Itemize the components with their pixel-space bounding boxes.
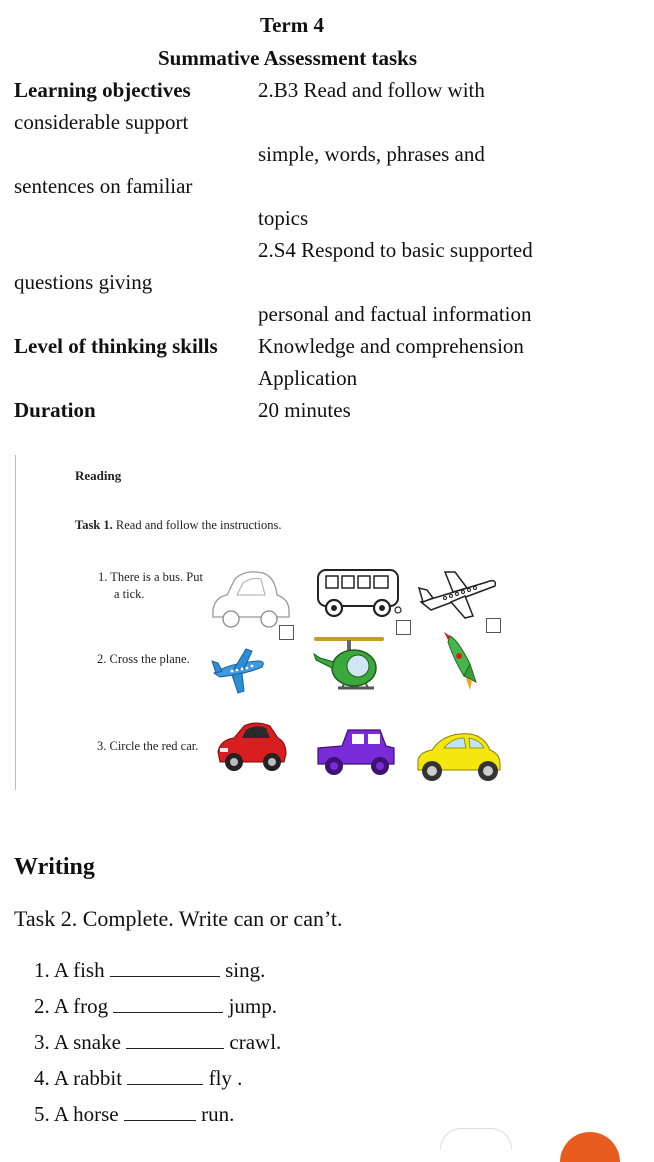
- thinking-value: Application: [258, 366, 358, 390]
- answer-blank[interactable]: [127, 1066, 203, 1085]
- sentence-verb: run.: [201, 1102, 235, 1126]
- sentence-verb: fly .: [208, 1066, 243, 1090]
- sentence-subject: A fish: [53, 958, 105, 982]
- sentence-verb: sing.: [225, 958, 266, 982]
- term-title: Term 4: [260, 13, 324, 37]
- floating-action-button[interactable]: [560, 1132, 620, 1162]
- sentence-5: [34, 1102, 234, 1127]
- objective-line: simple, words, phrases and: [258, 142, 485, 166]
- sentence-1: [34, 958, 265, 983]
- purple-car-icon: [314, 722, 398, 780]
- sentence-verb: crawl.: [229, 1030, 282, 1054]
- writing-heading: Writing: [14, 854, 95, 880]
- objective-line: sentences on familiar: [14, 174, 193, 198]
- objectives-label: Learning objectives: [14, 78, 191, 102]
- sentence-number: 1.: [34, 958, 50, 982]
- tick-box[interactable]: [396, 620, 411, 635]
- reading-item-2: [97, 652, 190, 667]
- answer-blank[interactable]: [126, 1030, 224, 1049]
- answer-blank[interactable]: [113, 994, 223, 1013]
- sentence-number: 4.: [34, 1066, 50, 1090]
- red-car-icon: [212, 712, 290, 776]
- blue-plane-icon: [210, 643, 266, 695]
- objective-line: 2.B3 Read and follow with: [258, 78, 485, 102]
- item-text: Circle the red car.: [109, 739, 199, 753]
- sentence-subject: A rabbit: [53, 1066, 123, 1090]
- reading-task: [75, 518, 282, 533]
- item-text: There is a bus. Put: [110, 570, 203, 584]
- answer-blank[interactable]: [124, 1102, 196, 1121]
- sentence-number: 5.: [34, 1102, 50, 1126]
- item-number: 3.: [97, 739, 107, 753]
- sentence-subject: A snake: [53, 1030, 121, 1054]
- objective-line: questions giving: [14, 270, 153, 294]
- reading-task-text: Read and follow the instructions.: [115, 518, 282, 532]
- sentence-subject: A frog: [53, 994, 109, 1018]
- plane-outline-icon: [415, 566, 499, 622]
- objective-line: considerable support: [14, 110, 189, 134]
- reading-item-3: [97, 739, 198, 754]
- tick-box[interactable]: [486, 618, 501, 633]
- reading-heading: Reading: [75, 468, 122, 483]
- yellow-car-icon: [414, 726, 504, 786]
- duration-label: Duration: [14, 398, 96, 422]
- sentence-verb: jump.: [228, 994, 278, 1018]
- sentence-number: 2.: [34, 994, 50, 1018]
- item-number: 1.: [98, 570, 108, 584]
- rocket-icon: [438, 630, 484, 696]
- reading-item-1: [98, 570, 203, 585]
- reading-item-1-cont: a tick.: [114, 587, 145, 601]
- page-title: Summative Assessment tasks: [158, 46, 418, 70]
- scan-border: [15, 455, 16, 790]
- tick-box[interactable]: [279, 625, 294, 640]
- item-text: Cross the plane.: [109, 652, 190, 666]
- duration-value: 20 minutes: [258, 398, 351, 422]
- thinking-value: Knowledge and comprehension: [258, 334, 524, 358]
- answer-blank[interactable]: [110, 958, 220, 977]
- objective-line: 2.S4 Respond to basic supported: [258, 238, 533, 262]
- sentence-2: [34, 994, 277, 1019]
- overlay-button-outline[interactable]: [440, 1128, 512, 1149]
- objective-line: personal and factual information: [258, 302, 532, 326]
- helicopter-icon: [310, 632, 388, 698]
- sentence-number: 3.: [34, 1030, 50, 1054]
- thinking-label: Level of thinking skills: [14, 334, 218, 358]
- objective-line: topics: [258, 206, 309, 230]
- writing-task: Task 2. Complete. Write can or can’t.: [14, 906, 343, 931]
- item-number: 2.: [97, 652, 107, 666]
- sentence-subject: A horse: [53, 1102, 119, 1126]
- sentence-4: [34, 1066, 242, 1091]
- sentence-3: [34, 1030, 281, 1055]
- bus-outline-icon: [312, 566, 404, 624]
- reading-task-label: Task 1.: [75, 518, 113, 532]
